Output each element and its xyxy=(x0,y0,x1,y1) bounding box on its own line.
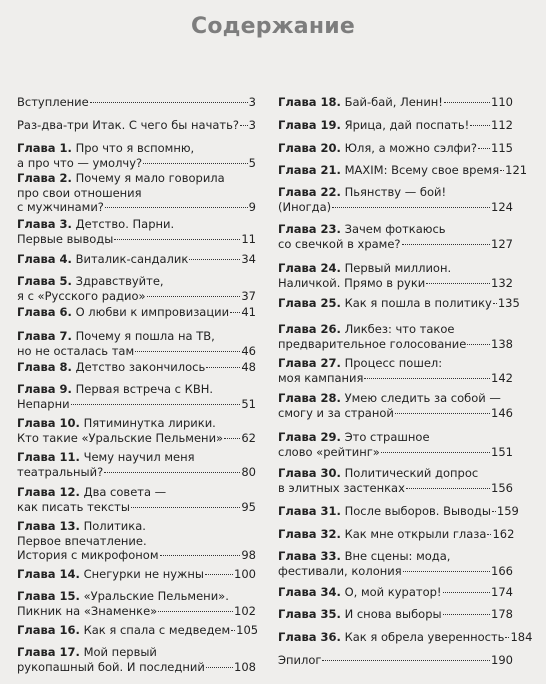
page-number: 190 xyxy=(491,653,513,667)
chapter-number: Глава 24. xyxy=(278,261,341,275)
chapter-number: Глава 5. xyxy=(17,274,72,288)
toc-entry-line xyxy=(17,500,256,515)
page-number: 184 xyxy=(510,630,533,644)
toc-entry xyxy=(17,416,256,445)
toc-entry-line xyxy=(17,95,256,110)
chapter-title-text: Два совета — xyxy=(83,485,167,499)
toc-entry-line xyxy=(17,519,256,534)
chapter-title-text: Непарни xyxy=(17,396,70,411)
chapter-title-text: Как мне открыли глаза xyxy=(344,527,487,541)
chapter-title-text: Детство закончилось xyxy=(75,360,206,374)
chapter-number: Глава 26. xyxy=(278,322,341,336)
page-number: 5 xyxy=(248,155,256,170)
dot-leader xyxy=(395,413,490,414)
toc-entry xyxy=(278,653,513,668)
dot-leader xyxy=(426,283,490,284)
dot-leader xyxy=(402,244,491,245)
chapter-number: Глава 11. xyxy=(17,450,80,464)
chapter-title-text: театральный? xyxy=(17,464,104,479)
page-number: 135 xyxy=(497,296,520,310)
toc-entry-line xyxy=(278,163,528,178)
dot-leader xyxy=(443,592,491,593)
chapter-title-text: О любви к импровизации xyxy=(75,305,230,319)
toc-entry xyxy=(17,305,256,320)
dot-leader xyxy=(205,574,233,575)
dot-leader xyxy=(230,312,240,313)
chapter-title-text: Первые выводы xyxy=(17,231,114,246)
chapter-title-text: И снова выборы xyxy=(344,607,442,621)
chapter-title-text: Пьянству — бой! xyxy=(344,185,447,199)
toc-entry-line xyxy=(278,445,513,460)
toc-entry-line xyxy=(278,200,513,215)
chapter-title-text: со свечкой в храме? xyxy=(278,236,401,251)
chapter-number: Глава 22. xyxy=(278,185,341,199)
chapter-title-text: с мужчинами? xyxy=(17,200,104,215)
toc-entry-line xyxy=(17,645,256,660)
toc-entry xyxy=(17,360,256,375)
toc-entry-line xyxy=(278,296,520,311)
toc-entry-line xyxy=(17,604,256,619)
chapter-number: Глава 36. xyxy=(278,630,341,644)
toc-entry xyxy=(17,141,256,170)
chapter-title-text: Почему я пошла на ТВ, xyxy=(75,329,215,343)
chapter-title-text: Зачем фоткаюсь xyxy=(344,222,446,236)
page-number: 146 xyxy=(491,405,513,420)
toc-entry-line xyxy=(17,200,256,215)
page-number: 95 xyxy=(241,499,256,514)
toc-entry xyxy=(278,630,533,645)
dot-leader xyxy=(478,148,490,149)
toc-entry-line xyxy=(17,274,256,289)
chapter-title-text: в элитных застенках xyxy=(278,480,405,495)
page-number: 151 xyxy=(491,444,513,459)
chapter-title-text: Чему научил меня xyxy=(83,450,195,464)
chapter-number: Глава 13. xyxy=(17,519,80,533)
chapter-title-text: Вступление xyxy=(17,95,89,109)
toc-entry xyxy=(278,261,513,290)
chapter-title-text: Как я обрела уверенность xyxy=(344,630,505,644)
page-number: 102 xyxy=(234,603,256,618)
chapter-number: Глава 15. xyxy=(17,589,80,603)
toc-entry-line xyxy=(278,222,513,237)
toc-entry xyxy=(278,118,513,133)
toc-entry-line xyxy=(278,466,513,481)
chapter-number: Глава 25. xyxy=(278,296,341,310)
toc-entry-line xyxy=(278,141,513,156)
dot-leader xyxy=(90,102,248,103)
toc-entry-line xyxy=(17,217,256,232)
dot-leader xyxy=(224,438,240,439)
chapter-number: Глава 8. xyxy=(17,360,72,374)
toc-entry xyxy=(278,222,513,251)
chapter-number: Глава 6. xyxy=(17,305,72,319)
chapter-title-text: Юля, а можно сэлфи? xyxy=(344,141,477,155)
toc-entry xyxy=(278,607,513,622)
dot-leader xyxy=(443,614,490,615)
chapter-number: Глава 17. xyxy=(17,645,80,659)
chapter-title-text: я с «Русского радио» xyxy=(17,288,146,303)
toc-entry-line xyxy=(278,276,513,291)
toc-entry-line xyxy=(17,431,256,446)
chapter-number: Глава 35. xyxy=(278,607,341,621)
chapter-title-text: смогу и за страной xyxy=(278,405,394,420)
page-number: 166 xyxy=(491,563,513,578)
page-number: 156 xyxy=(491,480,513,495)
toc-entry xyxy=(17,567,256,582)
dot-leader xyxy=(332,207,490,208)
toc-entry xyxy=(278,141,513,156)
dot-leader xyxy=(135,351,240,352)
chapter-title-text: предварительное голосование xyxy=(278,336,467,351)
page-number: 121 xyxy=(505,163,528,177)
chapter-title-text: Вне сцены: мода, xyxy=(344,549,451,563)
page-number: 3 xyxy=(248,95,256,109)
dot-leader xyxy=(206,367,240,368)
page-title: Содержание xyxy=(191,14,355,39)
toc-entry-line xyxy=(278,261,513,276)
dot-leader xyxy=(492,511,496,512)
chapter-title-text: Первое впечатление. xyxy=(17,533,147,548)
chapter-title-text: История с микрофоном xyxy=(17,548,159,563)
chapter-title-text: (Иногда) xyxy=(278,199,332,214)
toc-entry-line xyxy=(278,630,533,645)
toc-entry xyxy=(17,274,256,303)
toc-entry xyxy=(17,623,259,638)
page-number: 108 xyxy=(234,659,256,674)
dot-leader xyxy=(104,472,240,473)
chapter-number: Глава 21. xyxy=(278,163,341,177)
toc-entry-line xyxy=(278,406,513,421)
chapter-title-text: Процесс пошел: xyxy=(344,356,443,370)
chapter-number: Глава 34. xyxy=(278,585,341,599)
page-number: 127 xyxy=(491,236,513,251)
toc-entry xyxy=(278,322,513,351)
chapter-title-text: Раз-два-три Итак. С чего бы начать? xyxy=(17,118,240,132)
page-number: 11 xyxy=(241,231,256,246)
chapter-title-text: Почему я мало говорила xyxy=(75,171,225,185)
toc-entry-line xyxy=(17,305,256,320)
chapter-title-text: Мой первый xyxy=(83,645,157,659)
page-number: 9 xyxy=(248,200,256,215)
toc-entry-line xyxy=(17,252,256,267)
chapter-title-text: Политика. xyxy=(83,519,146,533)
chapter-title-text: Первая встреча с КВН. xyxy=(75,382,214,396)
toc-entry-line xyxy=(278,585,513,600)
dot-leader xyxy=(487,534,491,535)
chapter-number: Глава 19. xyxy=(278,118,341,132)
page-number: 51 xyxy=(241,396,256,411)
toc-entry-line xyxy=(17,465,256,480)
chapter-title-text: Виталик-сандалик xyxy=(75,252,189,266)
toc-entry xyxy=(17,589,256,618)
chapter-number: Глава 32. xyxy=(278,527,341,541)
toc-entry-line xyxy=(278,371,513,386)
toc-entry xyxy=(17,252,256,267)
chapter-title-text: После выборов. Выводы xyxy=(344,504,491,518)
toc-entry-line xyxy=(17,344,256,359)
toc-entry xyxy=(278,185,513,214)
toc-entry-line xyxy=(278,549,513,564)
toc-entry-line xyxy=(17,360,256,375)
page-number: 37 xyxy=(241,288,256,303)
chapter-number: Глава 3. xyxy=(17,217,72,231)
chapter-number: Глава 27. xyxy=(278,356,341,370)
toc-entry xyxy=(17,118,256,133)
chapter-title-text: Ликбез: что такое xyxy=(344,322,455,336)
chapter-number: Глава 30. xyxy=(278,466,341,480)
toc-entry xyxy=(278,163,528,178)
page-number: 105 xyxy=(236,623,259,637)
toc-entry xyxy=(17,382,256,411)
dot-leader xyxy=(189,259,240,260)
toc-entry-line xyxy=(17,186,256,201)
toc-entry-line xyxy=(278,391,513,406)
toc-entry xyxy=(278,430,513,459)
toc-entry-line xyxy=(278,564,513,579)
dot-leader xyxy=(470,125,490,126)
toc-entry xyxy=(17,519,256,563)
toc-entry-line xyxy=(17,232,256,247)
chapter-title-text: Пикник на «Знаменке» xyxy=(17,603,158,618)
toc-entry-line xyxy=(278,337,513,352)
page-number: 132 xyxy=(491,275,513,290)
page-number: 142 xyxy=(491,370,513,385)
toc-entry xyxy=(278,527,513,542)
dot-leader xyxy=(444,102,490,103)
chapter-number: Глава 4. xyxy=(17,252,72,266)
page-number: 115 xyxy=(491,141,513,155)
toc-entry-line xyxy=(17,450,256,465)
chapter-title-text: Политический допрос xyxy=(344,466,479,480)
toc-entry-line xyxy=(278,430,513,445)
toc-entry-line xyxy=(278,504,519,519)
dot-leader xyxy=(231,630,235,631)
dot-leader xyxy=(403,571,490,572)
chapter-title-text: Здравствуйте, xyxy=(75,274,164,288)
toc-entry xyxy=(17,450,256,479)
toc-entry-line xyxy=(278,237,513,252)
chapter-title-text: Умею следить за собой — xyxy=(344,391,501,405)
chapter-title-text: Кто такие «Уральские Пельмени» xyxy=(17,430,224,445)
chapter-number: Глава 10. xyxy=(17,416,80,430)
chapter-title-text: Ярица, дай поспать! xyxy=(344,118,470,132)
dot-leader xyxy=(160,555,241,556)
chapter-title-text: Первый миллион. xyxy=(344,261,452,275)
dot-leader xyxy=(114,239,240,240)
toc-entry-line xyxy=(278,95,513,110)
page-number: 162 xyxy=(492,527,515,541)
chapter-number: Глава 1. xyxy=(17,141,72,155)
chapter-number: Глава 18. xyxy=(278,95,341,109)
toc-entry-line xyxy=(17,589,256,604)
toc-entry xyxy=(17,485,256,514)
dot-leader xyxy=(158,611,233,612)
page-number: 159 xyxy=(496,504,519,518)
toc-entry-line xyxy=(17,416,256,431)
toc-entry xyxy=(278,391,513,420)
chapter-number: Глава 12. xyxy=(17,485,80,499)
chapter-title-text: Бай-бай, Ленин! xyxy=(344,95,443,109)
chapter-title-text: слово «рейтинг» xyxy=(278,444,380,459)
toc-entry-line xyxy=(17,141,256,156)
toc-entry-line xyxy=(17,118,256,133)
toc-entry-line xyxy=(278,185,513,200)
toc-entry-line xyxy=(17,329,256,344)
toc-entry-line xyxy=(17,156,256,171)
toc-entry-line xyxy=(278,118,513,133)
toc-entry-line xyxy=(278,356,513,371)
chapter-title-text: MAXIM: Всему свое время xyxy=(344,163,500,177)
chapter-title-text: как писать тексты xyxy=(17,499,130,514)
toc-entry-line xyxy=(278,322,513,337)
chapter-number: Глава 9. xyxy=(17,382,72,396)
dot-leader xyxy=(71,404,241,405)
chapter-title-text: про свои отношения xyxy=(17,185,142,200)
toc-entry xyxy=(278,356,513,385)
dot-leader xyxy=(364,378,490,379)
dot-leader xyxy=(131,507,240,508)
chapter-title-text: О, мой куратор! xyxy=(344,585,442,599)
dot-leader xyxy=(381,452,490,453)
chapter-title-text: но не осталась там xyxy=(17,343,135,358)
dot-leader xyxy=(105,207,248,208)
dot-leader xyxy=(147,296,241,297)
page-number: 174 xyxy=(491,585,513,599)
chapter-title-text: рукопашный бой. И последний xyxy=(17,659,205,674)
toc-entry xyxy=(278,296,520,311)
toc-entry-line xyxy=(17,660,256,675)
chapter-number: Глава 31. xyxy=(278,504,341,518)
page-number: 98 xyxy=(241,548,256,563)
dot-leader xyxy=(505,637,509,638)
toc-entry xyxy=(17,329,256,358)
toc-entry-line xyxy=(17,382,256,397)
dot-leader xyxy=(406,488,490,489)
page-number: 62 xyxy=(241,430,256,445)
chapter-title-text: Детство. Парни. xyxy=(75,217,175,231)
toc-entry xyxy=(278,504,519,519)
toc-entry-line xyxy=(17,485,256,500)
chapter-number: Глава 2. xyxy=(17,171,72,185)
chapter-title-text: Как я пошла в политику xyxy=(344,296,492,310)
chapter-number: Глава 14. xyxy=(17,567,80,581)
chapter-number: Глава 23. xyxy=(278,222,341,236)
chapter-title-text: Про что я вспомню, xyxy=(75,141,195,155)
chapter-title-text: Наличкой. Прямо в руки xyxy=(278,275,426,290)
toc-entry xyxy=(17,95,256,110)
toc-entry xyxy=(278,95,513,110)
chapter-title-text: моя кампания xyxy=(278,370,364,385)
chapter-title-text: Это страшное xyxy=(344,430,430,444)
page-number: 34 xyxy=(241,252,256,266)
dot-leader xyxy=(322,660,490,661)
chapter-title-text: фестивали, колония xyxy=(278,563,402,578)
chapter-title-text: Как я спала с медведем xyxy=(83,623,231,637)
toc-entry-line xyxy=(17,623,259,638)
page-number: 41 xyxy=(241,305,256,319)
page-number: 138 xyxy=(491,336,513,351)
chapter-title-text: Эпилог xyxy=(278,653,322,667)
page-number: 80 xyxy=(241,464,256,479)
toc-entry xyxy=(278,585,513,600)
toc-entry-line xyxy=(17,548,256,563)
toc-entry-line xyxy=(17,567,256,582)
toc-entry-line xyxy=(278,527,513,542)
toc-entry-line xyxy=(278,653,513,668)
dot-leader xyxy=(206,667,233,668)
chapter-title-text: «Уральские Пельмени». xyxy=(83,589,229,603)
chapter-number: Глава 29. xyxy=(278,430,341,444)
page-number: 48 xyxy=(241,360,256,374)
page-number: 178 xyxy=(491,607,513,621)
page-number: 46 xyxy=(241,343,256,358)
page-number: 112 xyxy=(491,118,513,132)
chapter-title-text: а про что — умолчу? xyxy=(17,155,143,170)
chapter-number: Глава 16. xyxy=(17,623,80,637)
chapter-number: Глава 7. xyxy=(17,329,72,343)
dot-leader xyxy=(240,125,248,126)
toc-entry xyxy=(278,549,513,578)
page-number: 3 xyxy=(248,118,256,132)
dot-leader xyxy=(493,303,497,304)
toc-entry-line xyxy=(278,481,513,496)
toc-entry xyxy=(17,171,256,215)
toc-entry-line xyxy=(17,171,256,186)
dot-leader xyxy=(143,163,248,164)
chapter-number: Глава 33. xyxy=(278,549,341,563)
chapter-number: Глава 20. xyxy=(278,141,341,155)
toc-entry xyxy=(278,466,513,495)
toc-entry-line xyxy=(17,534,256,549)
toc-entry-line xyxy=(17,289,256,304)
toc-entry xyxy=(17,645,256,674)
dot-leader xyxy=(500,170,504,171)
page-number: 124 xyxy=(491,199,513,214)
toc-entry-line xyxy=(17,397,256,412)
toc-entry xyxy=(17,217,256,246)
chapter-number: Глава 28. xyxy=(278,391,341,405)
chapter-title-text: Пятиминутка лирики. xyxy=(83,416,216,430)
page-number: 110 xyxy=(491,95,513,109)
toc-entry-line xyxy=(278,607,513,622)
chapter-title-text: Снегурки не нужны xyxy=(83,567,204,581)
dot-leader xyxy=(467,344,490,345)
page-number: 100 xyxy=(234,567,256,581)
